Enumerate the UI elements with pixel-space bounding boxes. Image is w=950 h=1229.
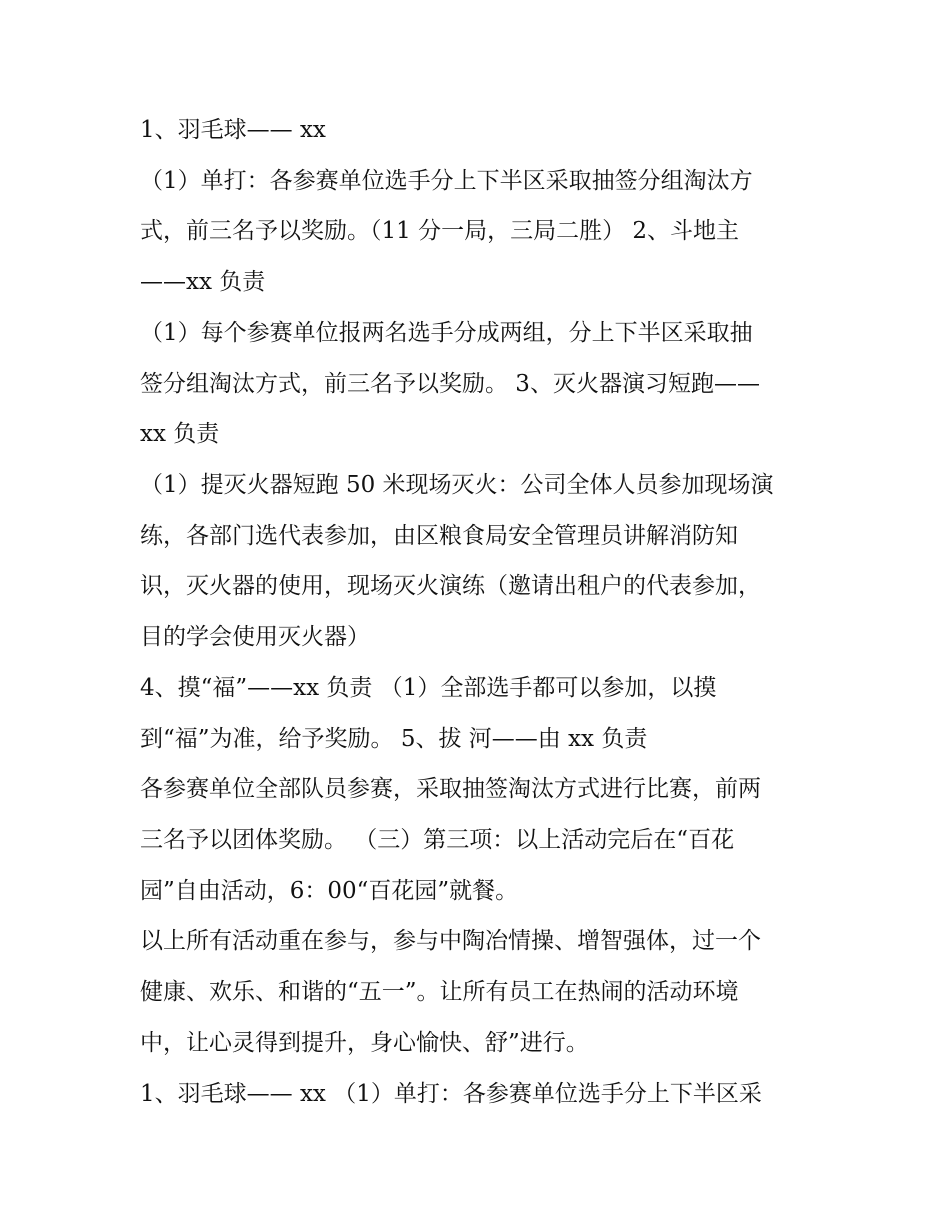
text-line: （1）每个参赛单位报两名选手分成两组，分上下半区采取抽 — [140, 320, 753, 346]
text-line: 目的学会使用灭火器） — [140, 624, 370, 650]
text-line: 以上所有活动重在参与，参与中陶冶情操、增智强体，过一个 — [140, 928, 761, 954]
text-line: 到“福”为准，给予奖励。 5、拔 河——由 xx 负责 — [140, 726, 648, 752]
text-line: 练，各部门选代表参加，由区粮食局安全管理员讲解消防知 — [140, 523, 738, 549]
text-line: 园”自由活动，6：00“百花园”就餐。 — [140, 878, 519, 904]
text-line: 识，灭火器的使用，现场灭火演练（邀请出租户的代表参加， — [140, 573, 761, 599]
text-line: 签分组淘汰方式，前三名予以奖励。 3、灭火器演习短跑—— — [140, 371, 760, 397]
text-line: （1）提灭火器短跑 50 米现场灭火：公司全体人员参加现场演 — [140, 472, 774, 498]
text-line: 健康、欢乐、和谐的“五一”。让所有员工在热闹的活动环境 — [140, 979, 739, 1005]
text-line: 三名予以团体奖励。 （三）第三项：以上活动完后在“百花 — [140, 827, 735, 853]
text-line: xx 负责 — [140, 421, 220, 447]
text-line: 式，前三名予以奖励。（11 分一局，三局二胜） 2、斗地主 — [140, 218, 740, 244]
text-line: 1、羽毛球—— xx （1）单打：各参赛单位选手分上下半区采 — [140, 1081, 762, 1107]
text-line: （1）单打：各参赛单位选手分上下半区采取抽签分组淘汰方 — [140, 168, 753, 194]
text-line: 4、摸“福”——xx 负责 （1）全部选手都可以参加，以摸 — [140, 675, 717, 701]
text-line: 1、羽毛球—— xx — [140, 117, 326, 143]
text-line: 中，让心灵得到提升，身心愉快、舒”进行。 — [140, 1030, 589, 1056]
text-line: ——xx 负责 — [140, 269, 266, 295]
text-line: 各参赛单位全部队员参赛，采取抽签淘汰方式进行比赛，前两 — [140, 776, 761, 802]
